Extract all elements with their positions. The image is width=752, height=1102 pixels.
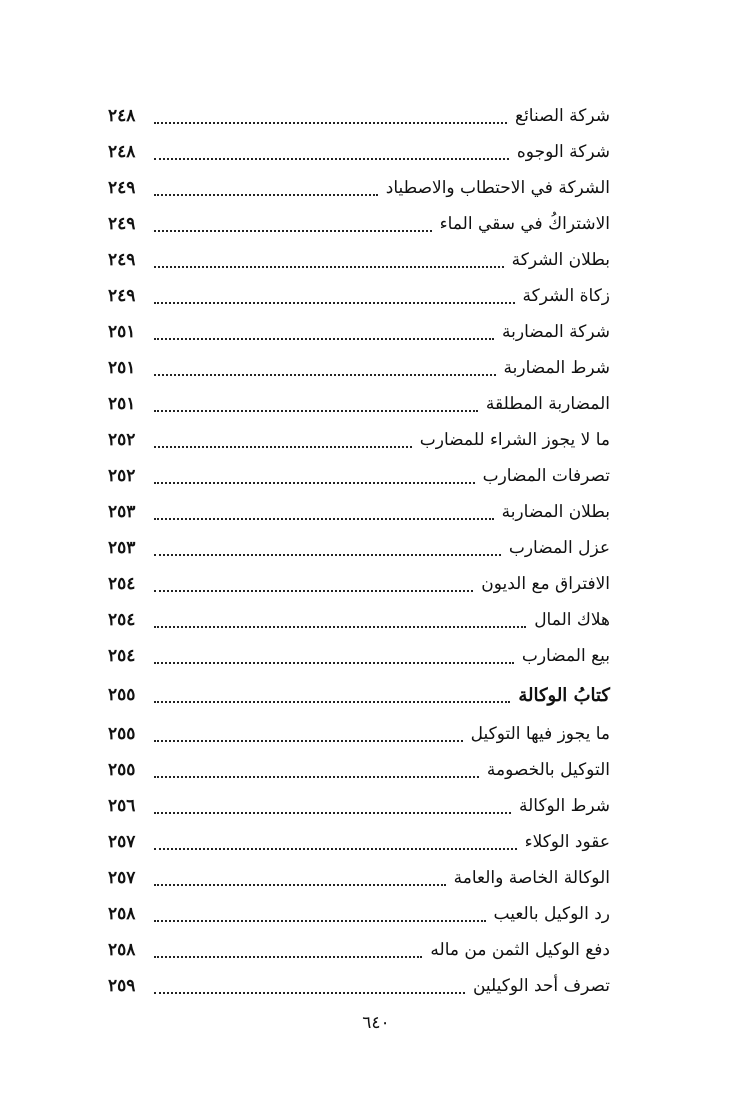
- toc-entry-title: شرط المضاربة: [503, 358, 610, 378]
- toc-entry-page: ٢٤٩: [108, 286, 136, 306]
- toc-entry-title: شركة المضاربة: [502, 322, 610, 342]
- toc-section-title: كتابُ الوكالة: [518, 684, 610, 706]
- toc-entry-page: ٢٥٢: [108, 466, 136, 486]
- leader-dots: [154, 734, 463, 742]
- toc-entry-page: ٢٥١: [108, 322, 136, 342]
- toc-entry-title: الشركة في الاحتطاب والاصطياد: [385, 178, 610, 198]
- toc-entry: [108, 788, 610, 824]
- toc-entry: [108, 530, 610, 566]
- toc-entry-page: ٢٥٣: [108, 538, 136, 558]
- toc-entry: [108, 170, 610, 206]
- toc-entry-page: ٢٥٨: [108, 940, 136, 960]
- toc-entry: [108, 752, 610, 788]
- toc-entry-title: دفع الوكيل الثمن من ماله: [430, 940, 610, 960]
- toc-entry-page: ٢٤٨: [108, 106, 136, 126]
- leader-dots: [154, 152, 509, 160]
- leader-dots: [154, 116, 507, 124]
- toc-entry-page: ٢٥٧: [108, 832, 136, 852]
- toc-entry-page: ٢٤٩: [108, 214, 136, 234]
- toc-entry: [108, 386, 610, 422]
- leader-dots: [154, 296, 515, 304]
- page-number: ٦٤٠: [362, 1013, 390, 1033]
- toc-entry-title: عقود الوكلاء: [524, 832, 610, 852]
- leader-dots: [154, 806, 511, 814]
- leader-dots: [154, 770, 479, 778]
- leader-dots: [154, 842, 517, 850]
- leader-dots: [154, 224, 432, 232]
- toc-entry-page: ٢٤٩: [108, 178, 136, 198]
- toc-entry-page: ٢٥١: [108, 358, 136, 378]
- toc-entry-title: الوكالة الخاصة والعامة: [453, 868, 610, 888]
- leader-dots: [154, 695, 510, 703]
- toc-entry-title: ما يجوز فيها التوكيل: [470, 724, 610, 744]
- toc-entry-page: ٢٥٣: [108, 502, 136, 522]
- toc-entry: [108, 134, 610, 170]
- toc-entry-page: ٢٥٩: [108, 976, 136, 996]
- toc-section-page: ٢٥٥: [108, 685, 136, 705]
- toc-entry: [108, 638, 610, 674]
- leader-dots: [154, 512, 494, 520]
- toc-entry: [108, 824, 610, 860]
- leader-dots: [154, 656, 514, 664]
- leader-dots: [154, 914, 486, 922]
- toc-entry-page: ٢٥٢: [108, 430, 136, 450]
- toc-entry: [108, 494, 610, 530]
- toc-entry: [108, 350, 610, 386]
- toc-entry-page: ٢٥١: [108, 394, 136, 414]
- toc-entry-title: تصرف أحد الوكيلين: [472, 976, 610, 996]
- leader-dots: [154, 950, 422, 958]
- toc-entry-title: هلاك المال: [534, 610, 610, 630]
- toc-entry-page: ٢٤٨: [108, 142, 136, 162]
- leader-dots: [154, 404, 478, 412]
- toc-entry: [108, 422, 610, 458]
- toc-entry-title: التوكيل بالخصومة: [486, 760, 610, 780]
- toc-entry: [108, 716, 610, 752]
- leader-dots: [154, 476, 475, 484]
- leader-dots: [154, 440, 412, 448]
- toc-entry-title: عزل المضارب: [508, 538, 610, 558]
- toc-entry-page: ٢٥٦: [108, 796, 136, 816]
- toc-entry-title: المضاربة المطلقة: [485, 394, 610, 414]
- leader-dots: [154, 368, 496, 376]
- leader-dots: [154, 260, 504, 268]
- toc-entry: [108, 968, 610, 1004]
- toc-entry-page: ٢٥٨: [108, 904, 136, 924]
- toc-entry-page: ٢٥٧: [108, 868, 136, 888]
- toc-section-heading: [108, 677, 610, 713]
- toc-entry-title: الاشتراكُ في سقي الماء: [439, 214, 610, 234]
- leader-dots: [154, 332, 494, 340]
- toc-entry-title: رد الوكيل بالعيب: [493, 904, 610, 924]
- toc-entry: [108, 242, 610, 278]
- leader-dots: [154, 986, 465, 994]
- toc-entry-title: شركة الصنائع: [515, 106, 610, 126]
- leader-dots: [154, 878, 446, 886]
- leader-dots: [154, 188, 378, 196]
- toc-entry: [108, 932, 610, 968]
- toc-entry-page: ٢٥٤: [108, 610, 136, 630]
- toc-entry: [108, 314, 610, 350]
- toc-entry-page: ٢٥٤: [108, 574, 136, 594]
- leader-dots: [154, 620, 526, 628]
- toc-entry-title: ما لا يجوز الشراء للمضارب: [419, 430, 610, 450]
- toc-entry-page: ٢٥٤: [108, 646, 136, 666]
- toc-entry: [108, 602, 610, 638]
- toc-entry-title: بطلان المضاربة: [501, 502, 610, 522]
- toc-entry-title: شركة الوجوه: [516, 142, 610, 162]
- toc-entry: [108, 896, 610, 932]
- toc-entry-title: شرط الوكالة: [518, 796, 610, 816]
- toc-entry-page: ٢٥٥: [108, 760, 136, 780]
- leader-dots: [154, 584, 473, 592]
- toc-entry-page: ٢٥٥: [108, 724, 136, 744]
- toc-entry-page: ٢٤٩: [108, 250, 136, 270]
- leader-dots: [154, 548, 501, 556]
- toc-entry-title: بيع المضارب: [521, 646, 610, 666]
- toc-entry: [108, 206, 610, 242]
- toc-entry-title: زكاة الشركة: [522, 286, 610, 306]
- toc-entry: [108, 98, 610, 134]
- toc-entry-title: بطلان الشركة: [511, 250, 610, 270]
- toc-entry: [108, 278, 610, 314]
- toc-entry: [108, 458, 610, 494]
- toc-entry-title: تصرفات المضارب: [482, 466, 610, 486]
- toc-entry: [108, 566, 610, 602]
- toc-entry-title: الافتراق مع الديون: [481, 574, 610, 594]
- table-of-contents: [108, 98, 610, 1004]
- toc-entry: [108, 860, 610, 896]
